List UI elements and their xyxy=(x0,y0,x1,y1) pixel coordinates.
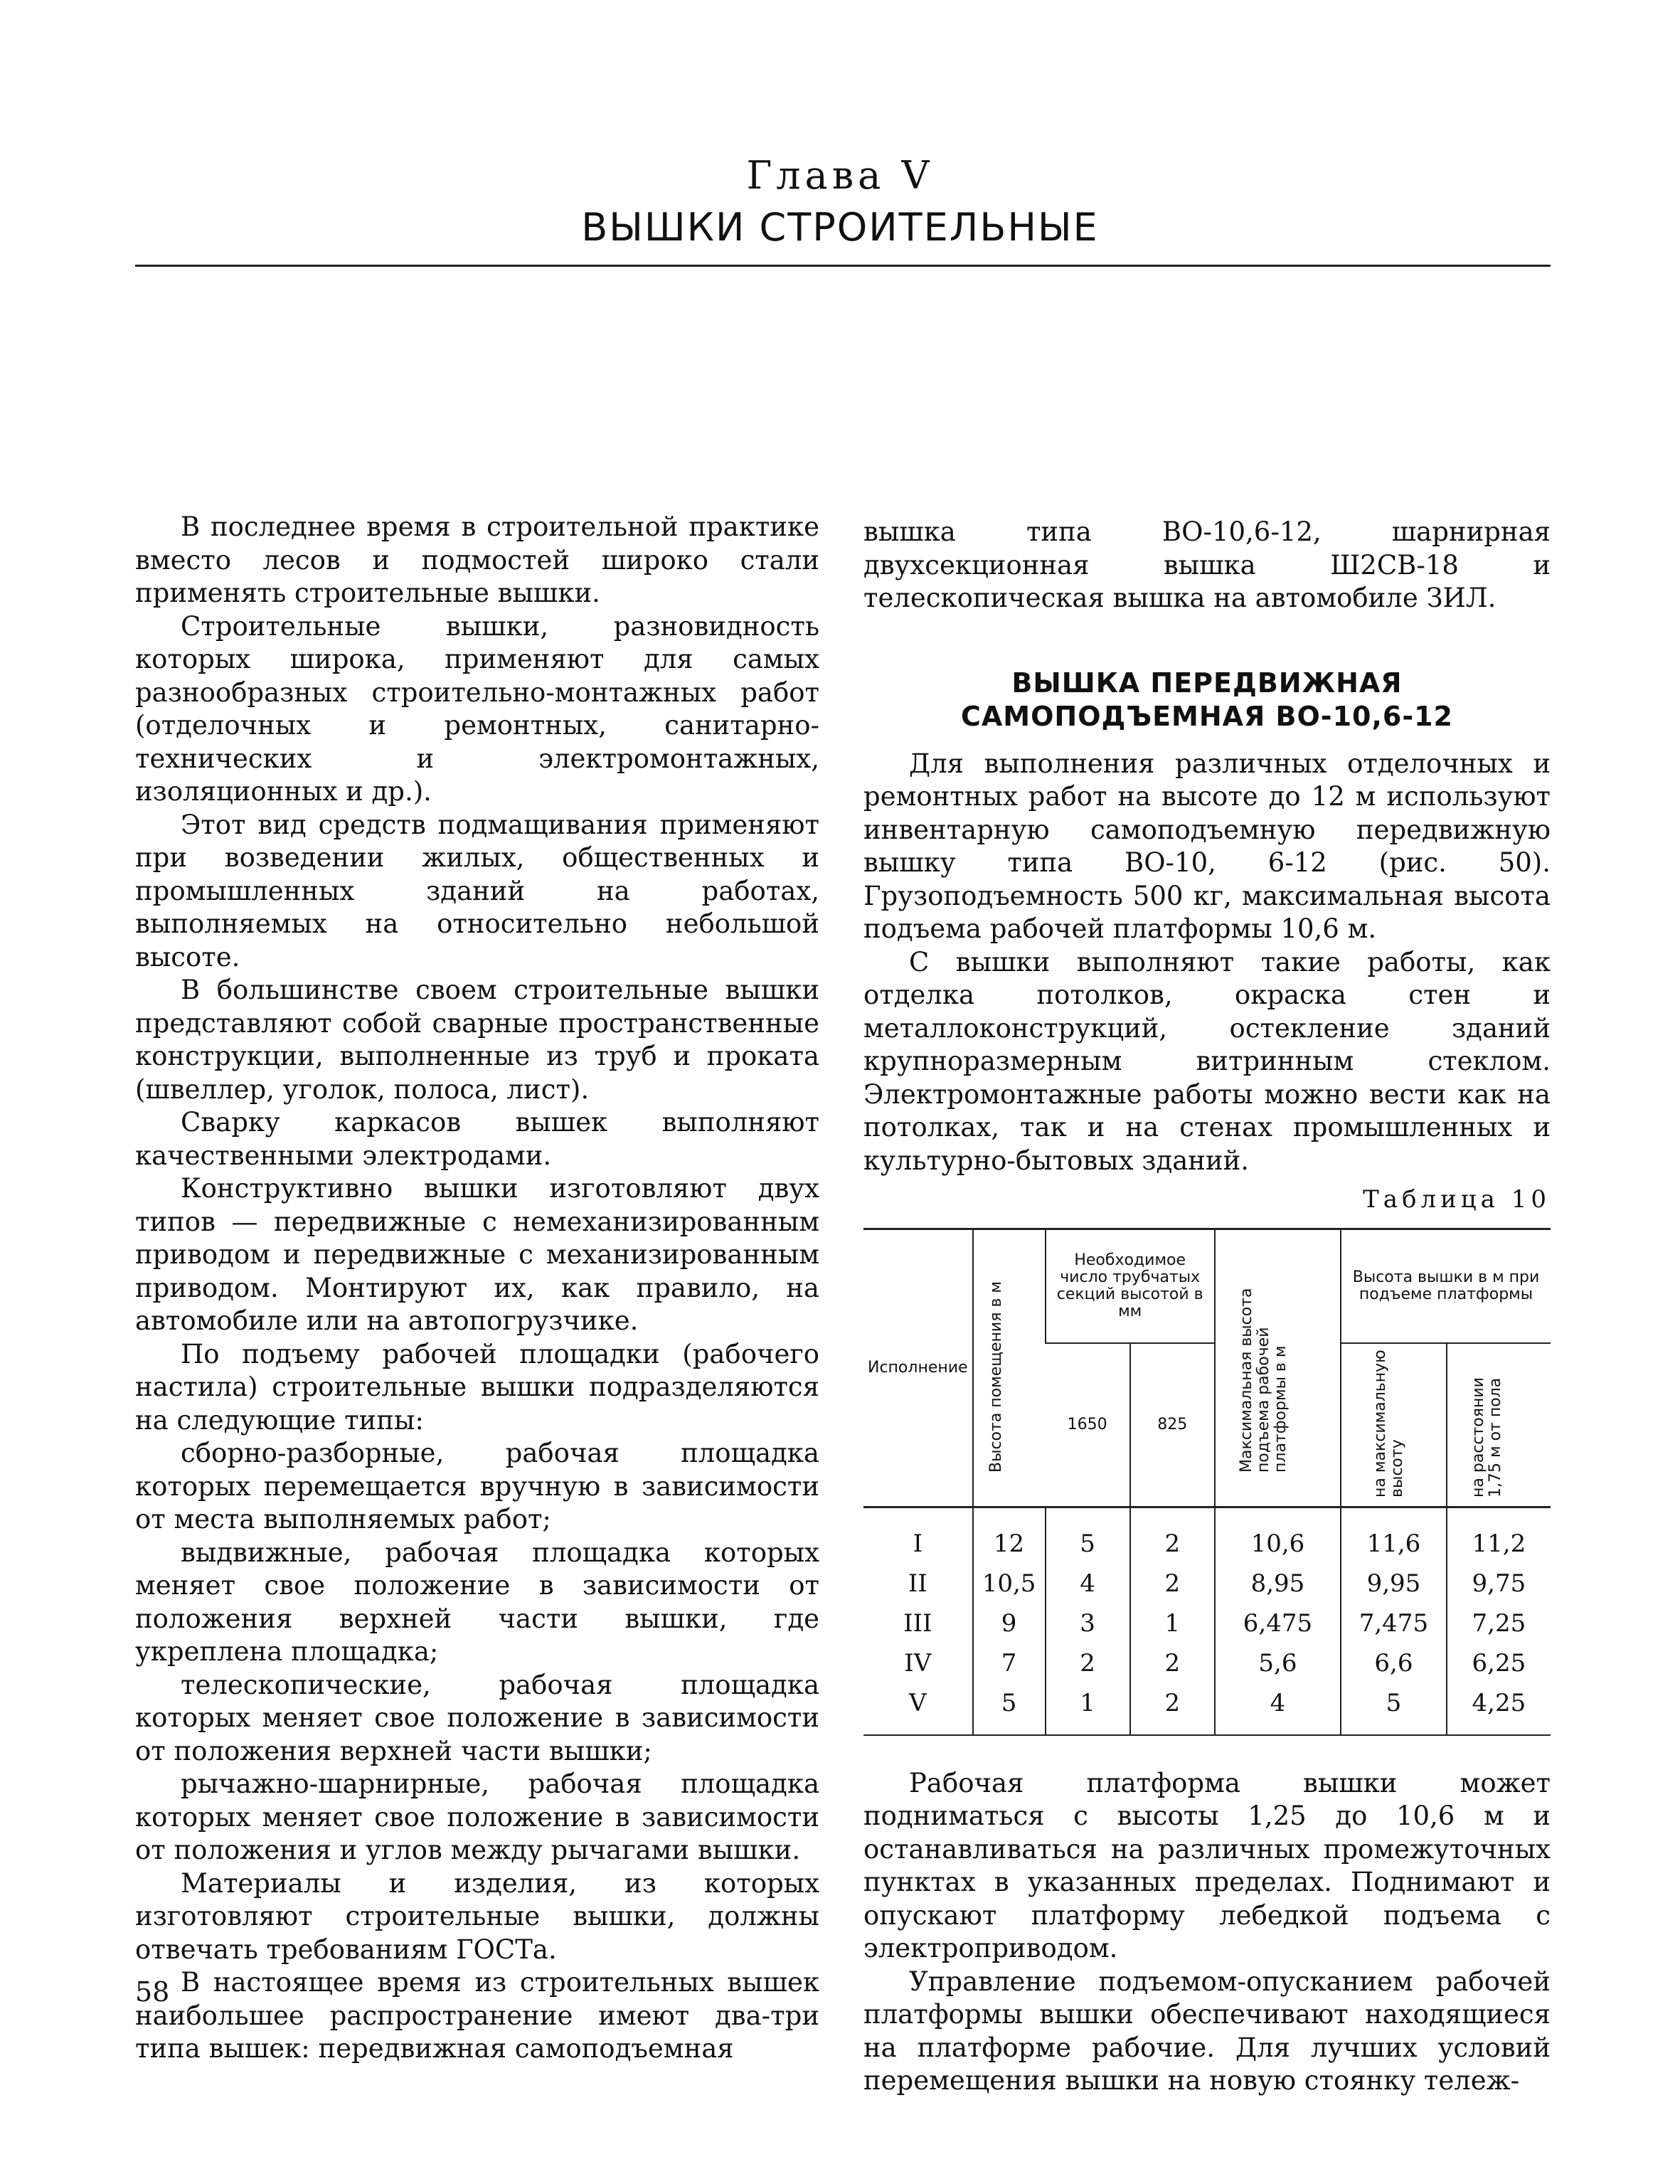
header-sec-1650: 1650 xyxy=(1046,1343,1130,1507)
paragraph: В настоящее время из строительных вышек наибольшее распространение имеют два-три типа вышек: передвижная самоподъемная xyxy=(135,1967,819,2064)
cell-variant: II xyxy=(908,1569,927,1598)
list-item: телескопические, рабочая площадка которых меняет свое положение в зависимости от положения верхней части вышки; xyxy=(135,1669,819,1766)
header-variant: Исполнение xyxy=(863,1229,973,1507)
section-heading-line: ВЫШКА ПЕРЕДВИЖНАЯ xyxy=(1011,667,1403,699)
cell-sec-1650: 1 xyxy=(1046,1683,1130,1735)
right-column xyxy=(863,516,1551,2098)
cell-room-height: 5 xyxy=(973,1683,1046,1735)
chapter-title: ВЫШКИ СТРОИТЕЛЬНЫЕ xyxy=(581,205,1099,250)
paragraph: Рабочая платформа вышки может подниматься с высоты 1,25 до 10,6 м и останавливаться на различных промежуточных пунктах в указанных пределах. Поднимают и опускают платформу лебедкой подъема с электроприводом. xyxy=(863,1767,1551,1963)
paragraph: Строительные вышки, разновидность которых широка, применяют для самых разнообразных строительно-монтажных работ (отделочных и ремонтных, санитарно-технических и электромонтажных, изоляционных и др.). xyxy=(135,610,819,807)
cell-room-height: 12 xyxy=(973,1507,1046,1564)
cell-at-distance: 6,25 xyxy=(1447,1643,1551,1683)
cell-room-height: 10,5 xyxy=(973,1564,1046,1603)
cell-at-max: 9,95 xyxy=(1341,1564,1447,1603)
cell-max-height: 8,95 xyxy=(1215,1564,1341,1603)
list-item: выдвижные, рабочая площадка которых меняет свое положение в зависимости от положения верхней части вышки, где укреплена площадка; xyxy=(135,1537,819,1667)
cell-sec-1650: 3 xyxy=(1046,1603,1130,1643)
cell-sec-1650: 2 xyxy=(1046,1643,1130,1683)
header-at-distance: на расстоянии 1,75 м от пола xyxy=(1447,1343,1551,1507)
paragraph: Этот вид средств подмащивания применяют при возведении жилых, общественных и промышленных зданий на работах, выполняемых на относительно небольшой высоте. xyxy=(135,809,819,972)
cell-variant: I xyxy=(913,1529,923,1558)
header-tower-height-group: Высота вышки в м при подъеме платформы xyxy=(1341,1229,1551,1343)
cell-sec-825: 2 xyxy=(1130,1507,1215,1564)
header-at-max: на максимальную высоту xyxy=(1341,1343,1447,1507)
page-number: 58 xyxy=(135,1976,170,2008)
paragraph: Для выполнения различных отделочных и ремонтных работ на высоте до 12 м используют инвентарную самоподъемную передвижную вышку типа ВО-10, 6-12 (рис. 50). Грузоподъемность 500 кг, максимальная высота подъема рабочей платформы 10,6 м. xyxy=(863,748,1551,944)
cell-sec-825: 1 xyxy=(1130,1603,1215,1643)
cell-at-max: 11,6 xyxy=(1341,1507,1447,1564)
header-sections-group: Необходимое число трубчатых секций высотой в мм xyxy=(1046,1229,1215,1343)
section-heading-line: САМОПОДЪЕМНАЯ ВО-10,6-12 xyxy=(961,700,1453,732)
cell-at-distance: 9,75 xyxy=(1447,1564,1551,1603)
header-max-height: Максимальная высота подъема рабочей платформы в м xyxy=(1215,1229,1341,1507)
cell-room-height: 9 xyxy=(973,1603,1046,1643)
table-row xyxy=(863,1603,1551,1643)
section-heading xyxy=(863,667,1551,733)
paragraph: Управление подъемом-опусканием рабочей платформы вышки обеспечивают находящиеся на платформе рабочие. Для лучших условий перемещения вышки на новую стоянку тележ- xyxy=(863,1966,1551,2096)
table-caption: Таблица 10 xyxy=(1363,1185,1551,1214)
paragraph: Конструктивно вышки изготовляют двух типов — передвижные с немеханизированным приводом и передвижные с механизированным приводом. Монтируют их, как правило, на автомобиле или на автопогрузчике. xyxy=(135,1173,819,1336)
cell-at-max: 6,6 xyxy=(1341,1643,1447,1683)
cell-at-distance: 7,25 xyxy=(1447,1603,1551,1643)
table-row xyxy=(863,1643,1551,1683)
paragraph: В последнее время в строительной практике вместо лесов и подмостей широко стали применять строительные вышки. xyxy=(135,511,819,608)
table-row xyxy=(863,1683,1551,1735)
left-column xyxy=(135,511,819,2066)
cell-max-height: 10,6 xyxy=(1215,1507,1341,1564)
cell-variant: V xyxy=(863,1683,973,1735)
paragraph-continuation: вышка типа ВО-10,6-12, шарнирная двухсекционная вышка Ш2СВ-18 и телескопическая вышка на автомобиле ЗИЛ. xyxy=(863,516,1551,613)
header-room-height: Высота помещения в м xyxy=(973,1229,1046,1507)
paragraph: Сварку каркасов вышек выполняют качественными электродами. xyxy=(135,1107,819,1171)
cell-variant: III xyxy=(903,1608,932,1638)
header-sec-825: 825 xyxy=(1130,1343,1215,1507)
cell-max-height: 6,475 xyxy=(1215,1603,1341,1643)
cell-sec-1650: 5 xyxy=(1046,1507,1130,1564)
cell-at-distance: 11,2 xyxy=(1447,1507,1551,1564)
cell-sec-825: 2 xyxy=(1130,1643,1215,1683)
data-table xyxy=(863,1228,1551,1736)
cell-at-max: 5 xyxy=(1341,1683,1447,1735)
cell-room-height: 7 xyxy=(973,1643,1046,1683)
list-item: сборно-разборные, рабочая площадка которых перемещается вручную в зависимости от места выполняемых работ; xyxy=(135,1438,819,1534)
list-item: рычажно-шарнирные, рабочая площадка которых меняет свое положение в зависимости от положения и углов между рычагами вышки. xyxy=(135,1769,819,1865)
cell-max-height: 4 xyxy=(1215,1683,1341,1735)
cell-sec-825: 2 xyxy=(1130,1564,1215,1603)
paragraph: В большинстве своем строительные вышки представляют собой сварные пространственные конструкции, выполненные из труб и проката (швеллер, уголок, полоса, лист). xyxy=(135,975,819,1105)
table-row xyxy=(863,1564,1551,1603)
cell-variant: IV xyxy=(904,1648,932,1677)
chapter-label: Глава V xyxy=(746,153,934,198)
table-row xyxy=(863,1507,1551,1564)
header-rule xyxy=(135,265,1551,267)
cell-sec-1650: 4 xyxy=(1046,1564,1130,1603)
cell-at-distance: 4,25 xyxy=(1447,1683,1551,1735)
paragraph: С вышки выполняют такие работы, как отделка потолков, окраска стен и металлоконструкций, остекление зданий крупноразмерным витринным стеклом. Электромонтажные работы можно вести как на потолках, так и на стенах промышленных и культурно-бытовых зданий. xyxy=(863,946,1551,1176)
paragraph: Материалы и изделия, из которых изготовляют строительные вышки, должны отвечать требованиям ГОСТа. xyxy=(135,1867,819,1965)
cell-max-height: 5,6 xyxy=(1215,1643,1341,1683)
paragraph: По подъему рабочей площадки (рабочего настила) строительные вышки подразделяются на следующие типы: xyxy=(135,1338,819,1436)
cell-sec-825: 2 xyxy=(1130,1683,1215,1735)
cell-at-max: 7,475 xyxy=(1341,1603,1447,1643)
